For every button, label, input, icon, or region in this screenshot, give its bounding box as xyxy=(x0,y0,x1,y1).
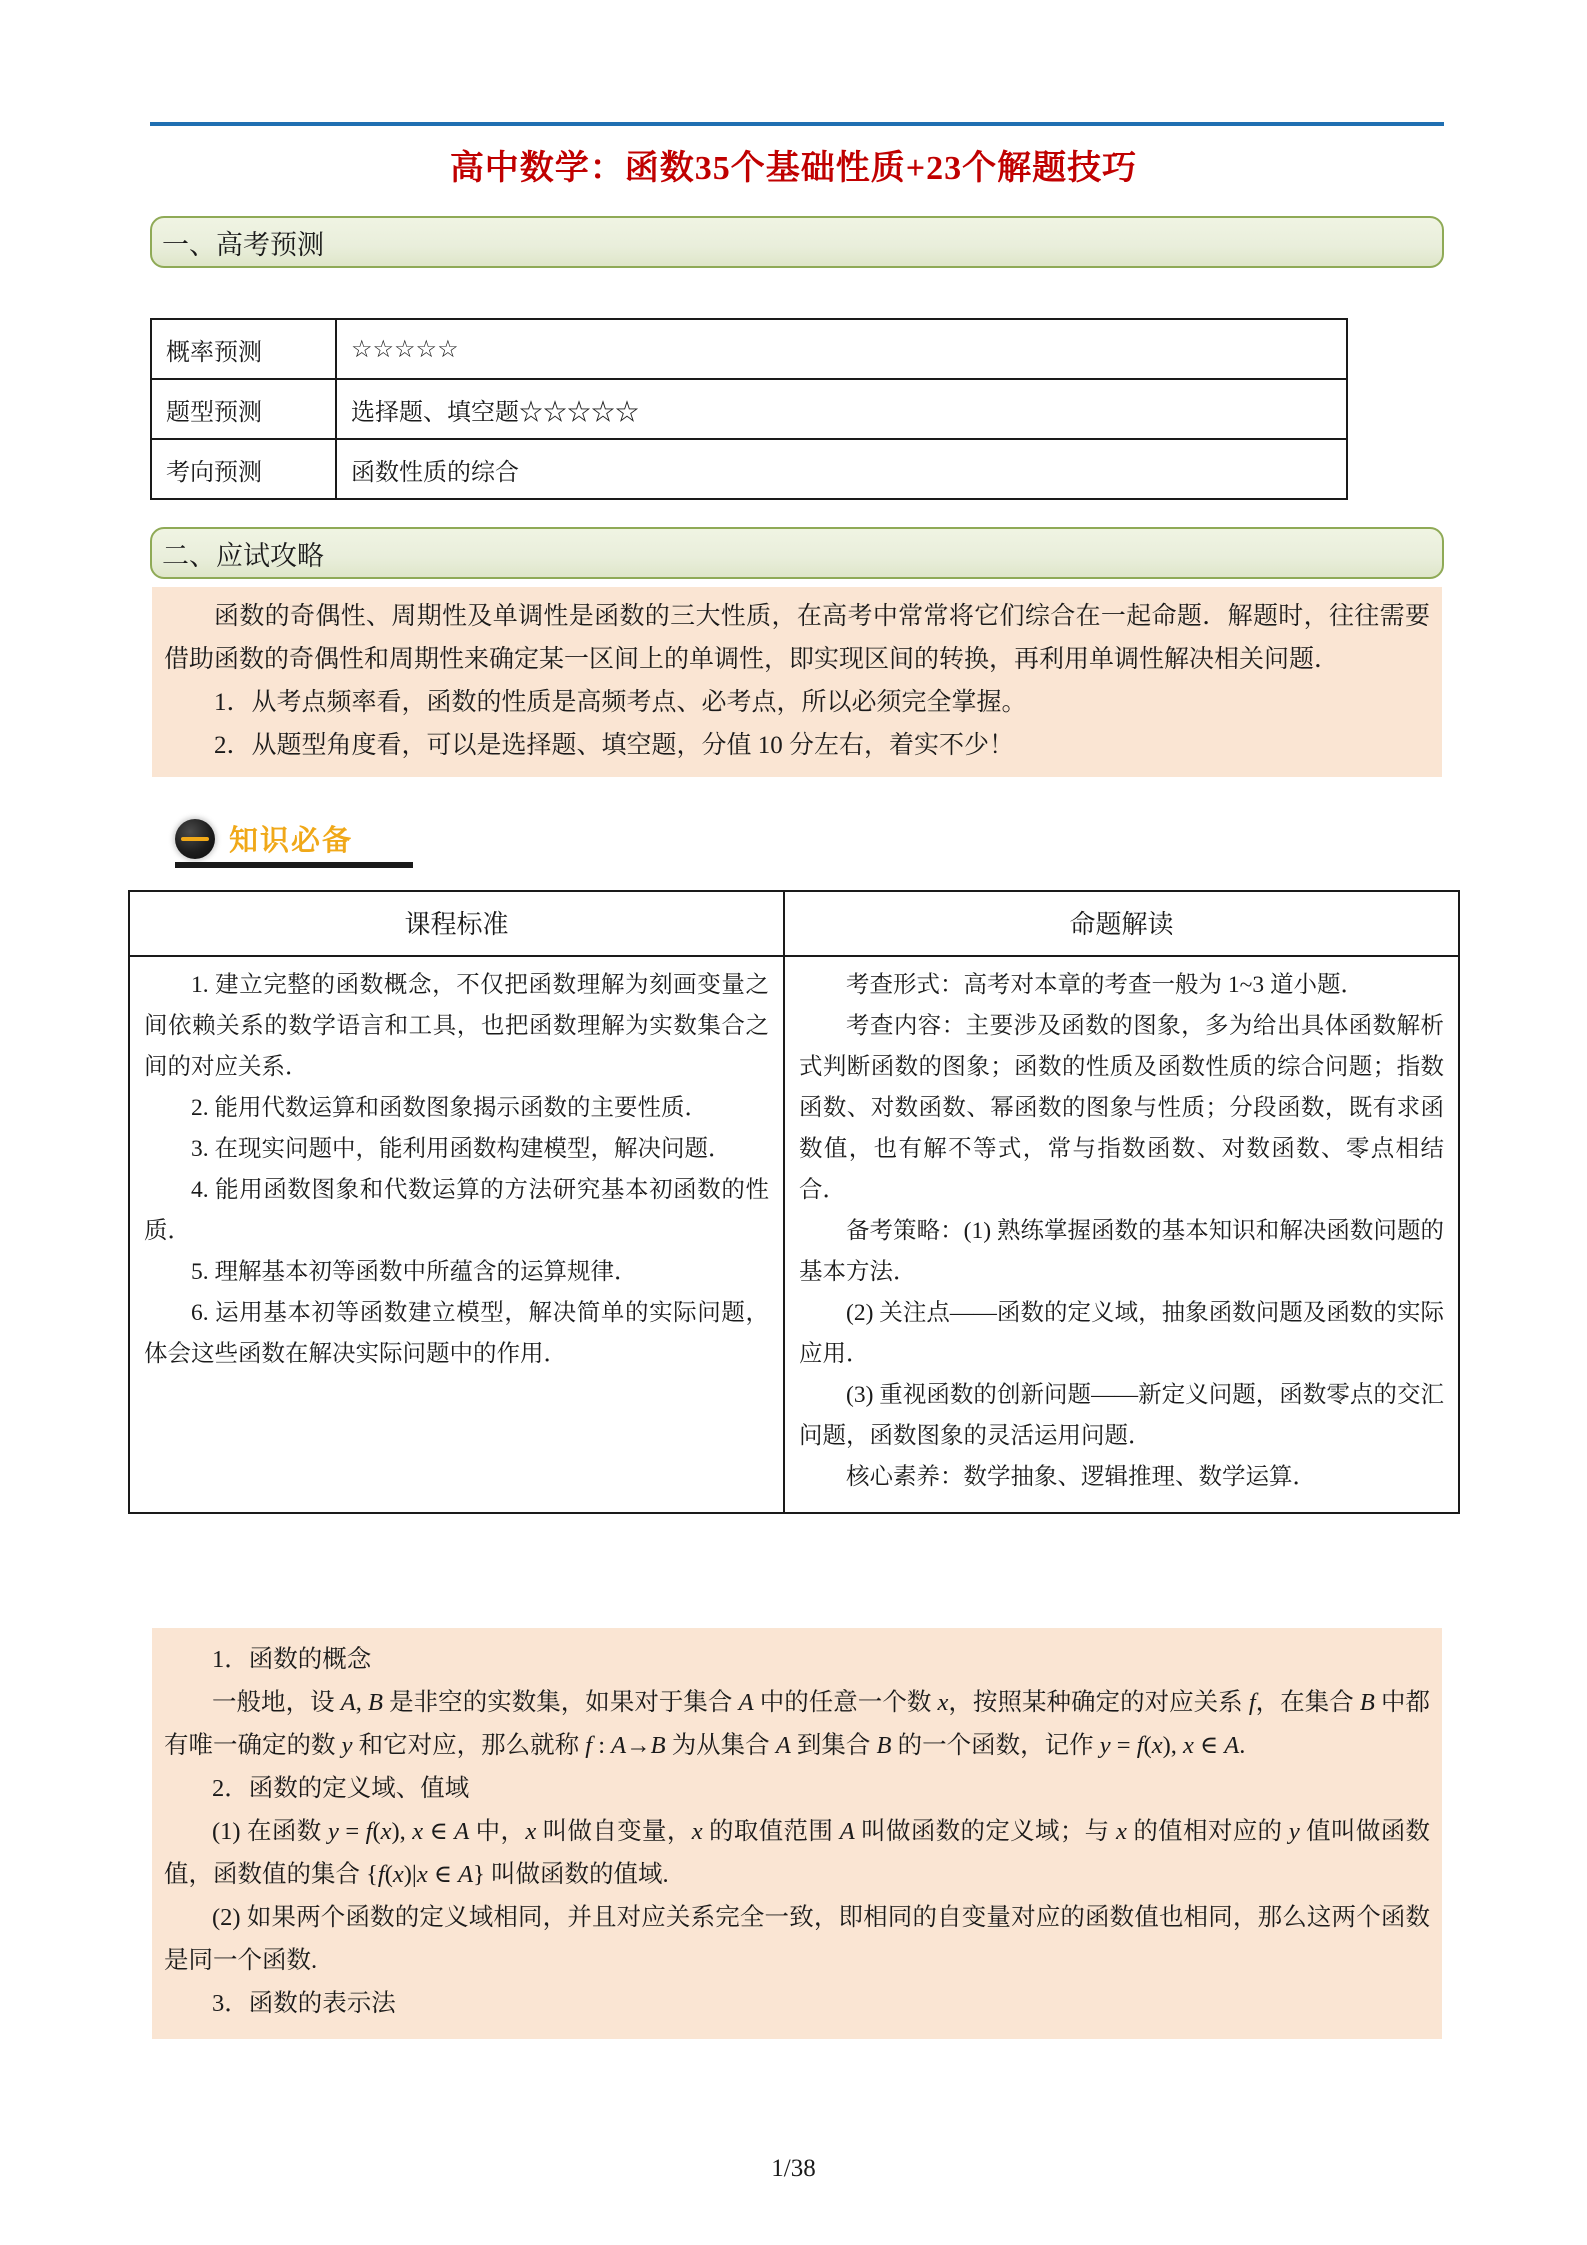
column-header-standards: 课程标准 xyxy=(129,891,784,956)
prediction-key: 题型预测 xyxy=(151,379,336,439)
section-banner-label: 一、高考预测 xyxy=(162,229,324,260)
knowledge-item-heading: 2．函数的定义域、值域 xyxy=(212,1775,470,1802)
strategy-text-block xyxy=(152,587,1442,777)
dark-circle-bar-icon xyxy=(175,819,215,859)
section-banner-label: 二、应试攻略 xyxy=(162,540,324,571)
knowledge-item-body: (2) 如果两个函数的定义域相同，并且对应关系完全一致，即相同的自变量对应的函数值也相同，那么这两个函数是同一个函数. xyxy=(164,1904,1430,1974)
knowledge-heading-underline xyxy=(175,862,413,868)
interpretation-item: 核心素养：数学抽象、逻辑推理、数学运算． xyxy=(846,1464,1316,1490)
standards-item: 4. 能用函数图象和代数运算的方法研究基本初函数的性质． xyxy=(144,1177,769,1244)
page-title: 高中数学：函数35个基础性质+23个解题技巧 xyxy=(449,150,1138,187)
table-row xyxy=(129,956,1459,1513)
standards-item: 5. 理解基本初等函数中所蕴含的运算规律． xyxy=(191,1259,638,1285)
prediction-key: 概率预测 xyxy=(151,319,336,379)
strategy-point-2: 2．从题型角度看，可以是选择题、填空题，分值 10 分左右，着实不少！ xyxy=(214,732,1015,759)
table-row xyxy=(151,379,1347,439)
interpretation-item: (3) 重视函数的创新问题——新定义问题，函数零点的交汇问题，函数图象的灵活运用问题． xyxy=(799,1382,1444,1449)
header-rule xyxy=(150,122,1444,126)
table-row xyxy=(151,439,1347,499)
prediction-value: 函数性质的综合 xyxy=(336,439,1347,499)
prediction-value: ☆☆☆☆☆ xyxy=(336,319,1347,379)
knowledge-heading xyxy=(175,818,353,859)
interpretation-item: (2) 关注点——函数的定义域，抽象函数问题及函数的实际应用． xyxy=(799,1300,1444,1367)
table-row xyxy=(151,319,1347,379)
standards-item: 3. 在现实问题中，能利用函数构建模型，解决问题． xyxy=(191,1136,732,1162)
interpretation-cell xyxy=(784,956,1459,1513)
knowledge-item-body: 一般地，设 A, B 是非空的实数集，如果对于集合 A 中的任意一个数 x，按照某种确定的对应关系 f，在集合 B 中都有唯一确定的数 y 和它对应，那么就称 f : A→B 为从集合 A 到集合 B 的一个函数，记作 y = f(x), x ∈ A. xyxy=(164,1689,1431,1759)
strategy-point-1: 1．从考点频率看，函数的性质是高频考点、必考点，所以必须完全掌握。 xyxy=(214,689,1027,716)
knowledge-item-heading: 1．函数的概念 xyxy=(212,1646,372,1673)
standards-item: 6. 运用基本初等函数建立模型，解决简单的实际问题，体会这些函数在解决实际问题中的作用． xyxy=(144,1300,769,1367)
knowledge-content-block xyxy=(152,1628,1442,2039)
page-number: 1/38 xyxy=(771,2155,816,2182)
prediction-key: 考向预测 xyxy=(151,439,336,499)
column-header-interpretation: 命题解读 xyxy=(784,891,1459,956)
prediction-value: 选择题、填空题☆☆☆☆☆ xyxy=(336,379,1347,439)
prediction-table xyxy=(150,318,1348,500)
table-header-row xyxy=(129,891,1459,956)
section-banner-strategy xyxy=(150,527,1444,579)
interpretation-item: 备考策略：(1) 熟练掌握函数的基本知识和解决函数问题的基本方法． xyxy=(799,1218,1444,1285)
interpretation-item: 考查形式：高考对本章的考查一般为 1~3 道小题． xyxy=(846,972,1364,998)
interpretation-item: 考查内容：主要涉及函数的图象，多为给出具体函数解析式判断函数的图象；函数的性质及函数性质的综合问题；指数函数、对数函数、幂函数的图象与性质；分段函数，既有求函数值，也有解不等式，常与指数函数、对数函数、零点相结合． xyxy=(799,1013,1444,1203)
standards-table xyxy=(128,890,1460,1514)
standards-item: 2. 能用代数运算和函数图象揭示函数的主要性质． xyxy=(191,1095,708,1121)
section-banner-prediction xyxy=(150,216,1444,268)
knowledge-item-body: (1) 在函数 y = f(x), x ∈ A 中，x 叫做自变量，x 的取值范围 A 叫做函数的定义域；与 x 的值相对应的 y 值叫做函数值，函数值的集合 {f(x)|x ∈ A} 叫做函数的值域. xyxy=(164,1818,1431,1888)
knowledge-heading-label: 知识必备 xyxy=(229,825,354,857)
standards-item: 1. 建立完整的函数概念，不仅把函数理解为刻画变量之间依赖关系的数学语言和工具，也把函数理解为实数集合之间的对应关系． xyxy=(144,972,769,1080)
standards-cell xyxy=(129,956,784,1513)
strategy-paragraph: 函数的奇偶性、周期性及单调性是函数的三大性质，在高考中常常将它们综合在一起命题．解题时，往往需要借助函数的奇偶性和周期性来确定某一区间上的单调性，即实现区间的转换，再利用单调性解决相关问题． xyxy=(164,603,1430,673)
knowledge-item-heading: 3．函数的表示法 xyxy=(212,1990,396,2017)
